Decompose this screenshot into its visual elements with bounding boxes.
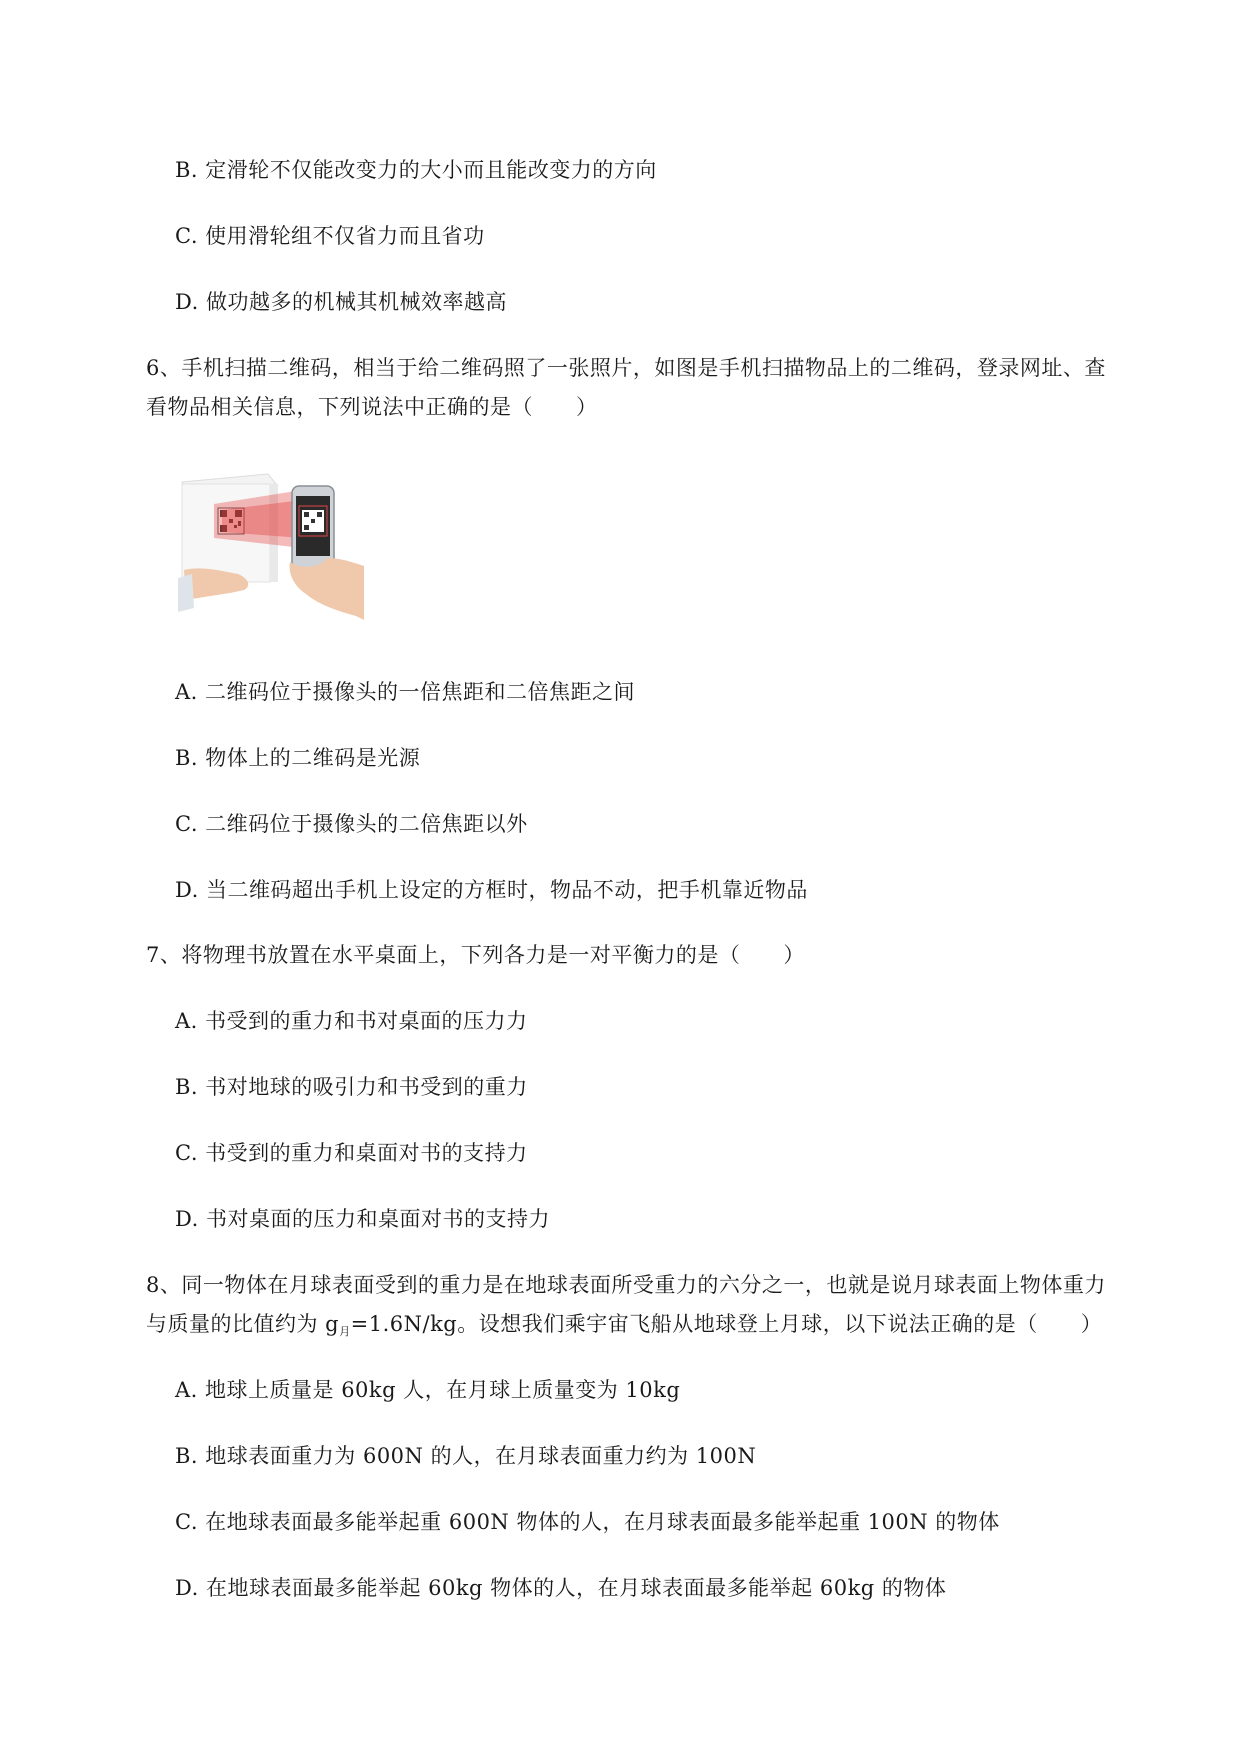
- q8-stem-line2: [146, 1310, 1102, 1346]
- q6-option-c: C. 二维码位于摄像头的二倍焦距以外: [175, 812, 528, 836]
- q8-option-d: D. 在地球表面最多能举起 60kg 物体的人，在月球表面最多能举起 60kg 的物体: [175, 1576, 947, 1600]
- q5-option-b: B. 定滑轮不仅能改变力的大小而且能改变力的方向: [175, 158, 657, 182]
- q6-stem-line2: 看物品相关信息，下列说法中正确的是（ ）: [146, 395, 598, 419]
- q5-option-c: C. 使用滑轮组不仅省力而且省功: [175, 224, 485, 248]
- qr-scan-illustration: [178, 470, 364, 620]
- q7-option-c: C. 书受到的重力和桌面对书的支持力: [175, 1141, 528, 1165]
- q8-option-b: B. 地球表面重力为 600N 的人，在月球表面重力约为 100N: [175, 1444, 757, 1468]
- q8-option-c: C. 在地球表面最多能举起重 600N 物体的人，在月球表面最多能举起重 100N 的物体: [175, 1510, 1000, 1534]
- q6-option-b: B. 物体上的二维码是光源: [175, 746, 421, 770]
- q8-stem-line1: 8、同一物体在月球表面受到的重力是在地球表面所受重力的六分之一，也就是说月球表面上物体重力: [146, 1273, 1106, 1297]
- q5-option-d: D. 做功越多的机械其机械效率越高: [175, 290, 507, 314]
- q7-option-a: A. 书受到的重力和书对桌面的压力力: [175, 1009, 528, 1033]
- q8-stem-line2-end: =1.6N/kg。设想我们乘宇宙飞船从地球登上月球，以下说法正确的是（ ）: [350, 1312, 1103, 1336]
- q6-option-d: D. 当二维码超出手机上设定的方框时，物品不动，把手机靠近物品: [175, 878, 808, 902]
- q6-stem-line1: 6、手机扫描二维码，相当于给二维码照了一张照片，如图是手机扫描物品上的二维码，登录网址、查: [146, 356, 1106, 380]
- q7-option-b: B. 书对地球的吸引力和书受到的重力: [175, 1075, 528, 1099]
- q8-option-a: A. 地球上质量是 60kg 人，在月球上质量变为 10kg: [175, 1378, 681, 1402]
- q6-option-a: A. 二维码位于摄像头的一倍焦距和二倍焦距之间: [175, 680, 636, 704]
- g-moon-subscript: 月: [339, 1325, 351, 1338]
- q8-stem-line2-start: 与质量的比值约为 g: [146, 1312, 340, 1336]
- qr-scan-figure: [178, 470, 364, 620]
- q7-stem: 7、将物理书放置在水平桌面上，下列各力是一对平衡力的是（ ）: [146, 943, 805, 967]
- q7-option-d: D. 书对桌面的压力和桌面对书的支持力: [175, 1207, 550, 1231]
